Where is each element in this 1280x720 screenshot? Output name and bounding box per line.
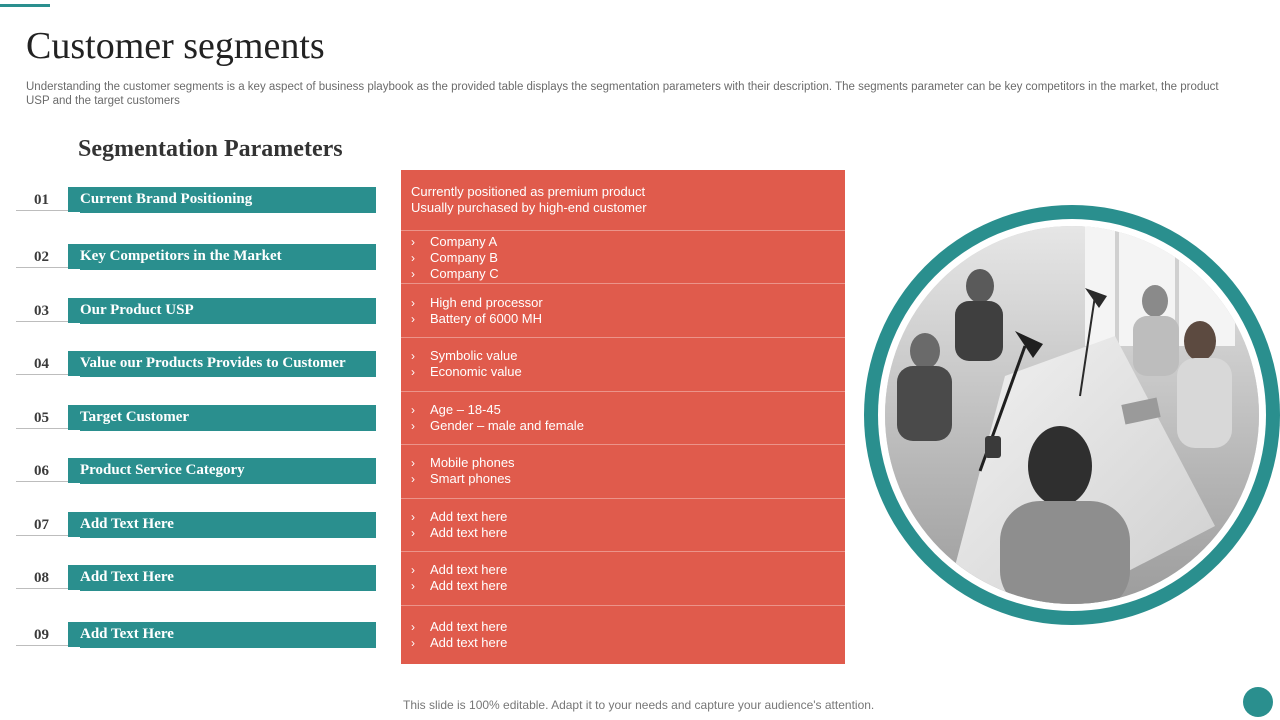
- divider-line: [16, 481, 74, 482]
- parameter-row-01: [0, 187, 380, 213]
- description-cell-06: [401, 445, 845, 499]
- parameter-number: 02: [34, 249, 49, 265]
- chevron-right-icon: ›: [411, 267, 415, 281]
- bullet-list: [411, 455, 515, 487]
- chevron-right-icon: ›: [411, 456, 415, 470]
- list-item: › Company C: [411, 266, 499, 281]
- list-item: › Add text here: [411, 635, 508, 650]
- bullet-list: [411, 402, 584, 434]
- list-item: › Economic value: [411, 364, 522, 379]
- bullet-list: [411, 562, 507, 594]
- parameter-row-06: [0, 458, 380, 484]
- page-subtitle: Understanding the customer segments is a key aspect of business playbook as the provided table displays the segmentation parameters with their description. The segments parameter can be key competitors in the market, the product USP and the target customers: [26, 81, 1219, 107]
- description-cell-05: [401, 392, 845, 445]
- bar-tick: [68, 537, 80, 538]
- description-line: Currently positioned as premium product: [411, 184, 646, 199]
- parameter-number: 03: [34, 303, 49, 319]
- section-title: Segmentation Parameters: [78, 136, 343, 162]
- parameter-label: Key Competitors in the Market: [80, 248, 282, 264]
- list-item: › Symbolic value: [411, 348, 518, 363]
- chevron-right-icon: ›: [411, 563, 415, 577]
- chevron-right-icon: ›: [411, 251, 415, 265]
- description-cell-03: [401, 284, 845, 338]
- list-item: › Company A: [411, 234, 498, 249]
- parameter-row-03: [0, 298, 380, 324]
- chevron-right-icon: ›: [411, 235, 415, 249]
- page-title: Customer segments: [26, 25, 325, 67]
- bar-tick: [68, 430, 80, 431]
- description-cell-09: [401, 606, 845, 664]
- description-cell-07: [401, 499, 845, 552]
- chevron-right-icon: ›: [411, 510, 415, 524]
- list-item: › Add text here: [411, 509, 508, 524]
- bar-tick: [68, 376, 80, 377]
- bar-tick: [68, 483, 80, 484]
- description-line: Usually purchased by high-end customer: [411, 200, 647, 215]
- parameter-row-02: [0, 244, 380, 270]
- parameter-number: 06: [34, 463, 49, 479]
- bar-tick: [68, 212, 80, 213]
- divider-line: [16, 267, 74, 268]
- chevron-right-icon: ›: [411, 579, 415, 593]
- chevron-right-icon: ›: [411, 403, 415, 417]
- bullet-list: [411, 348, 522, 380]
- parameter-label: Add Text Here: [80, 569, 174, 585]
- list-item: › Add text here: [411, 619, 508, 634]
- chevron-right-icon: ›: [411, 472, 415, 486]
- divider-line: [16, 210, 74, 211]
- list-item: › Mobile phones: [411, 455, 515, 470]
- parameter-number: 05: [34, 410, 49, 426]
- list-item: › Age – 18-45: [411, 402, 501, 417]
- parameter-label: Our Product USP: [80, 302, 194, 318]
- list-item: › Battery of 6000 MH: [411, 311, 542, 326]
- description-panel: [401, 170, 845, 664]
- list-item: › High end processor: [411, 295, 543, 310]
- parameter-label: Add Text Here: [80, 516, 174, 532]
- chevron-right-icon: ›: [411, 620, 415, 634]
- photo-frame-inner: [878, 219, 1266, 611]
- parameter-row-09: [0, 622, 380, 648]
- chevron-right-icon: ›: [411, 419, 415, 433]
- bar-tick: [68, 269, 80, 270]
- office-meeting-illustration: [885, 226, 1259, 604]
- chevron-right-icon: ›: [411, 636, 415, 650]
- bar-tick: [68, 647, 80, 648]
- parameter-number: 07: [34, 517, 49, 533]
- parameter-row-04: [0, 351, 380, 377]
- list-item: › Add text here: [411, 578, 508, 593]
- divider-line: [16, 428, 74, 429]
- bar-tick: [68, 323, 80, 324]
- top-accent-line: [0, 4, 50, 7]
- parameter-label: Add Text Here: [80, 626, 174, 642]
- corner-decoration-dot: [1243, 687, 1273, 717]
- parameter-label: Target Customer: [80, 409, 190, 425]
- divider-line: [16, 321, 74, 322]
- parameter-number: 01: [34, 192, 49, 208]
- bullet-list: [411, 234, 499, 282]
- description-cell-04: [401, 338, 845, 392]
- list-item: › Company B: [411, 250, 498, 265]
- description-cell-01: [401, 170, 845, 231]
- list-item: › Gender – male and female: [411, 418, 584, 433]
- parameter-number: 08: [34, 570, 49, 586]
- photo-frame-ring: [864, 205, 1280, 625]
- description-cell-02: [401, 231, 845, 284]
- bullet-list: [411, 509, 507, 541]
- divider-line: [16, 645, 74, 646]
- chevron-right-icon: ›: [411, 312, 415, 326]
- description-cell-08: [401, 552, 845, 606]
- list-item: › Add text here: [411, 525, 508, 540]
- divider-line: [16, 588, 74, 589]
- chevron-right-icon: ›: [411, 349, 415, 363]
- chevron-right-icon: ›: [411, 296, 415, 310]
- divider-line: [16, 374, 74, 375]
- parameter-row-07: [0, 512, 380, 538]
- parameter-label: Current Brand Positioning: [80, 191, 253, 207]
- bar-tick: [68, 590, 80, 591]
- divider-line: [16, 535, 74, 536]
- parameter-label: Value our Products Provides to Customer: [80, 355, 346, 371]
- bullet-list: [411, 295, 543, 327]
- footer-note: This slide is 100% editable. Adapt it to your needs and capture your audience's attention.: [403, 698, 875, 712]
- parameter-row-05: [0, 405, 380, 431]
- parameter-number: 04: [34, 356, 49, 372]
- chevron-right-icon: ›: [411, 365, 415, 379]
- bullet-list: [411, 619, 507, 651]
- chevron-right-icon: ›: [411, 526, 415, 540]
- parameter-label: Product Service Category: [80, 462, 245, 478]
- list-item: › Add text here: [411, 562, 508, 577]
- parameter-row-08: [0, 565, 380, 591]
- meeting-photo: [885, 226, 1259, 604]
- parameter-number: 09: [34, 627, 49, 643]
- description-text: [411, 184, 647, 216]
- list-item: › Smart phones: [411, 471, 511, 486]
